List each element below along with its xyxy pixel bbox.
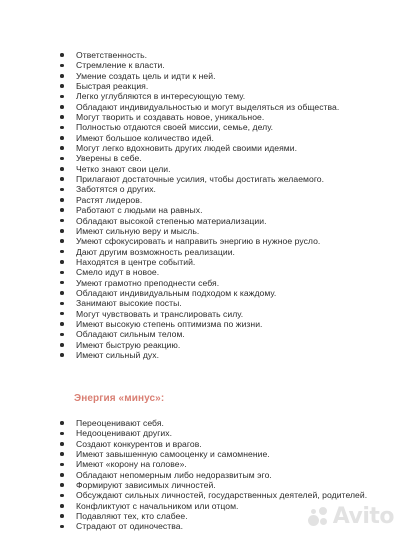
list-item-text: Обладают индивидуальным подходом к каждому. <box>76 287 277 298</box>
avito-logo-icon <box>307 506 329 528</box>
list-item <box>60 329 398 339</box>
list-item <box>60 71 398 81</box>
list-item <box>60 340 398 350</box>
list-item-text: Полностью отдаются своей миссии, семье, делу. <box>76 122 274 133</box>
list-item-text: Недооценивают других. <box>76 428 173 439</box>
bullet-icon <box>60 504 64 508</box>
bullet-icon <box>60 126 64 130</box>
list-item-text: Имеют большое количество идей. <box>76 132 214 143</box>
list-item <box>60 319 398 329</box>
list-item <box>60 122 398 132</box>
list-item-text: Быстрая реакция. <box>76 81 149 92</box>
list-item-text: Могут легко вдохновить других людей своими идеями. <box>76 143 298 154</box>
bullet-icon <box>60 188 64 192</box>
bullet-icon <box>60 250 64 254</box>
bullet-icon <box>60 483 64 487</box>
bullet-icon <box>60 84 64 88</box>
avito-watermark-text: Avito <box>332 504 394 529</box>
bullet-icon <box>60 421 64 425</box>
list-item <box>60 205 398 215</box>
list-item-text: Легко углубляются в интересующую тему. <box>76 91 246 102</box>
bullet-icon <box>60 473 64 477</box>
list-item <box>60 102 398 112</box>
bullet-icon <box>60 53 64 57</box>
bullet-icon <box>60 271 64 275</box>
list-item-text: Умеют сфокусировать и направить энергию в нужное русло. <box>76 236 321 247</box>
list-item-text: Растят лидеров. <box>76 194 143 205</box>
bullet-icon <box>60 525 64 529</box>
list-item <box>60 133 398 143</box>
list-item-text: Обладают индивидуальностью и могут выделяться из общества. <box>76 101 340 112</box>
list-item <box>60 184 398 194</box>
list-item-text: Обладают высокой степенью материализации. <box>76 215 267 226</box>
list-item <box>60 143 398 153</box>
list-item <box>60 480 398 490</box>
list-item <box>60 153 398 163</box>
list-item-text: Ответственность. <box>76 50 148 60</box>
list-item <box>60 309 398 319</box>
bullet-icon <box>60 260 64 264</box>
list-item-text: Прилагают достаточные усилия, чтобы достигать желаемого. <box>76 174 325 185</box>
list-item-text: Имеют сильную веру и мысль. <box>76 225 200 236</box>
bullet-icon <box>60 442 64 446</box>
list-item <box>60 418 398 428</box>
list-item-text: Могут творить и создавать новое, уникальное. <box>76 112 265 123</box>
bullet-icon <box>60 494 64 498</box>
list-item-text: Обладают сильным телом. <box>76 329 185 340</box>
list-item <box>60 439 398 449</box>
bullet-icon <box>60 322 64 326</box>
bullet-icon <box>60 64 64 68</box>
list-item-text: Обсуждают сильных личностей, государственных деятелей, родителей. <box>76 490 368 501</box>
list-item <box>60 267 398 277</box>
list-item <box>60 470 398 480</box>
list-item <box>60 112 398 122</box>
minus-energy-heading: Энергия «минус»: <box>74 393 165 404</box>
list-item <box>60 50 398 60</box>
bullet-icon <box>60 343 64 347</box>
list-item <box>60 226 398 236</box>
bullet-icon <box>60 208 64 212</box>
list-item <box>60 216 398 226</box>
list-item-text: Обладают непомерным либо недоразвитым эго. <box>76 469 272 480</box>
bullet-icon <box>60 146 64 150</box>
bullet-icon <box>60 291 64 295</box>
list-item-text: Имеют быструю реакцию. <box>76 339 181 350</box>
bullet-icon <box>60 463 64 467</box>
bullet-icon <box>60 136 64 140</box>
list-item <box>60 174 398 184</box>
bullet-icon <box>60 302 64 306</box>
list-item <box>60 449 398 459</box>
bullet-icon <box>60 514 64 518</box>
list-item-text: Находятся в центре событий. <box>76 256 196 267</box>
list-item-text: Создают конкурентов и врагов. <box>76 438 202 449</box>
list-item-text: Имеют сильный дух. <box>76 349 160 360</box>
list-item <box>60 459 398 469</box>
list-item <box>60 195 398 205</box>
bullet-icon <box>60 239 64 243</box>
list-item-text: Дают другим возможность реализации. <box>76 246 235 257</box>
list-item-text: Имеют высокую степень оптимизма по жизни. <box>76 318 263 329</box>
list-item-text: Конфликтуют с начальником или отцом. <box>76 500 239 511</box>
list-item <box>60 247 398 257</box>
bullet-icon <box>60 74 64 78</box>
avito-watermark <box>307 504 394 529</box>
list-item-text: Работают с людьми на равных. <box>76 205 203 216</box>
bullet-icon <box>60 198 64 202</box>
list-item <box>60 236 398 246</box>
plus-qualities-list <box>60 50 398 360</box>
list-item <box>60 298 398 308</box>
bullet-icon <box>60 95 64 99</box>
list-item-text: Четко знают свои цели. <box>76 163 171 174</box>
list-item-text: Формируют зависимых личностей. <box>76 480 216 491</box>
bullet-icon <box>60 167 64 171</box>
list-item <box>60 257 398 267</box>
list-item-text: Заботятся о других. <box>76 184 156 195</box>
bullet-icon <box>60 432 64 436</box>
list-item-text: Переоценивают себя. <box>76 418 164 428</box>
list-item <box>60 428 398 438</box>
bullet-icon <box>60 333 64 337</box>
list-item <box>60 278 398 288</box>
bullet-icon <box>60 281 64 285</box>
list-item-text: Стремление к власти. <box>76 60 165 71</box>
list-item-text: Подавляют тех, кто слабее. <box>76 511 188 522</box>
list-item-text: Страдают от одиночества. <box>76 521 184 532</box>
bullet-icon <box>60 157 64 161</box>
list-item <box>60 60 398 70</box>
list-item <box>60 350 398 360</box>
bullet-icon <box>60 177 64 181</box>
list-item-text: Могут чувствовать и транслировать силу. <box>76 308 244 319</box>
list-item-text: Занимают высокие посты. <box>76 298 182 309</box>
bullet-icon <box>60 229 64 233</box>
list-item-text: Имеют «корону на голове». <box>76 459 187 470</box>
list-item <box>60 164 398 174</box>
bullet-icon <box>60 353 64 357</box>
bullet-icon <box>60 312 64 316</box>
bullet-icon <box>60 452 64 456</box>
bullet-icon <box>60 219 64 223</box>
list-item-text: Умение создать цель и идти к ней. <box>76 70 216 81</box>
list-item-text: Имеют завышенную самооценку и самомнение. <box>76 449 270 460</box>
list-item <box>60 490 398 500</box>
list-item-text: Смело идут в новое. <box>76 267 160 278</box>
bullet-icon <box>60 115 64 119</box>
list-item-text: Умеют грамотно преподнести себя. <box>76 277 220 288</box>
list-item-text: Уверены в себе. <box>76 153 142 164</box>
list-item <box>60 81 398 91</box>
list-item <box>60 91 398 101</box>
bullet-icon <box>60 105 64 109</box>
list-item <box>60 288 398 298</box>
